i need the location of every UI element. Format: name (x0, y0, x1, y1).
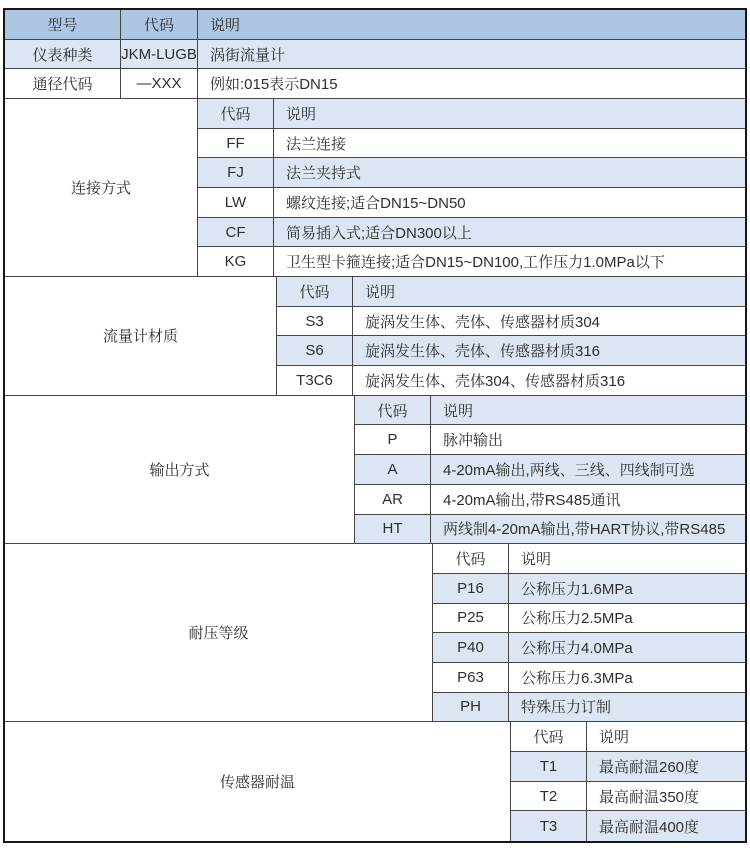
spec-table (3, 8, 747, 843)
table-row (355, 485, 745, 515)
header-cell-code: 代码 (121, 10, 198, 40)
row-label: 通径代码 (5, 69, 121, 99)
sub-header-code: 代码 (198, 99, 274, 129)
desc-cell: 最高耐温400度 (587, 811, 745, 841)
table-row (433, 633, 745, 663)
desc-cell: 脉冲输出 (431, 425, 745, 455)
row-label: 仪表种类 (5, 40, 121, 70)
table-row (198, 218, 745, 248)
code-cell: FF (198, 129, 274, 159)
code-cell: —XXX (121, 69, 198, 99)
row-diameter-code (5, 69, 745, 99)
table-row (277, 307, 745, 337)
table-header-row (5, 10, 745, 40)
section-sensor-temperature (5, 722, 745, 841)
sub-header-desc: 说明 (274, 99, 745, 129)
code-cell: A (355, 455, 431, 485)
header-cell-model: 型号 (5, 10, 121, 40)
section-label: 输出方式 (5, 396, 355, 544)
sub-header-desc: 说明 (509, 544, 745, 574)
code-cell: T3C6 (277, 366, 353, 396)
table-row (355, 515, 745, 545)
code-cell: CF (198, 218, 274, 248)
table-row (355, 455, 745, 485)
desc-cell: 两线制4-20mA输出,带HART协议,带RS485 (431, 515, 745, 545)
section-rows (511, 722, 745, 841)
desc-cell: 公称压力4.0MPa (509, 633, 745, 663)
code-cell: S6 (277, 336, 353, 366)
code-cell: T3 (511, 811, 587, 841)
code-cell: P16 (433, 574, 509, 604)
table-row (198, 129, 745, 159)
desc-cell: 旋涡发生体、壳体、传感器材质304 (353, 307, 745, 337)
table-row (277, 366, 745, 396)
table-row (355, 425, 745, 455)
sub-header-code: 代码 (277, 277, 353, 307)
desc-cell: 4-20mA输出,带RS485通讯 (431, 485, 745, 515)
code-cell: P25 (433, 604, 509, 634)
section-label: 流量计材质 (5, 277, 277, 396)
table-row (277, 336, 745, 366)
section-pressure-rating (5, 544, 745, 722)
desc-cell: 公称压力1.6MPa (509, 574, 745, 604)
desc-cell: 旋涡发生体、壳体、传感器材质316 (353, 336, 745, 366)
sub-header-code: 代码 (511, 722, 587, 752)
sub-header-code: 代码 (433, 544, 509, 574)
header-cell-desc: 说明 (198, 10, 745, 40)
code-cell: T1 (511, 752, 587, 782)
sub-header-desc: 说明 (353, 277, 745, 307)
desc-cell: 公称压力2.5MPa (509, 604, 745, 634)
code-cell: AR (355, 485, 431, 515)
code-cell: KG (198, 247, 274, 277)
code-cell: S3 (277, 307, 353, 337)
section-body-material (5, 277, 745, 396)
code-cell: P40 (433, 633, 509, 663)
desc-cell: 例如:015表示DN15 (198, 69, 745, 99)
code-cell: T2 (511, 782, 587, 812)
sub-header-desc: 说明 (431, 396, 745, 426)
code-cell: LW (198, 188, 274, 218)
table-row (511, 752, 745, 782)
desc-cell: 特殊压力订制 (509, 693, 745, 723)
code-cell: PH (433, 693, 509, 723)
table-row (433, 574, 745, 604)
section-label: 连接方式 (5, 99, 198, 277)
desc-cell: 法兰连接 (274, 129, 745, 159)
section-rows (277, 277, 745, 396)
desc-cell: 涡街流量计 (198, 40, 745, 70)
table-row (433, 663, 745, 693)
desc-cell: 4-20mA输出,两线、三线、四线制可选 (431, 455, 745, 485)
desc-cell: 最高耐温350度 (587, 782, 745, 812)
sub-header-desc: 说明 (587, 722, 745, 752)
code-cell: P63 (433, 663, 509, 693)
table-row (433, 693, 745, 723)
desc-cell: 旋涡发生体、壳体304、传感器材质316 (353, 366, 745, 396)
table-row (198, 247, 745, 277)
table-row (511, 811, 745, 841)
code-cell: HT (355, 515, 431, 545)
desc-cell: 公称压力6.3MPa (509, 663, 745, 693)
section-label: 传感器耐温 (5, 722, 511, 841)
desc-cell: 最高耐温260度 (587, 752, 745, 782)
desc-cell: 卫生型卡箍连接;适合DN15~DN100,工作压力1.0MPa以下 (274, 247, 745, 277)
desc-cell: 法兰夹持式 (274, 158, 745, 188)
table-row (198, 158, 745, 188)
section-rows (198, 99, 745, 277)
code-cell: JKM-LUGB (121, 40, 198, 70)
table-row (433, 604, 745, 634)
section-rows (355, 396, 745, 544)
code-cell: FJ (198, 158, 274, 188)
section-label: 耐压等级 (5, 544, 433, 722)
section-connection-type (5, 99, 745, 277)
table-row (511, 782, 745, 812)
table-row (198, 188, 745, 218)
section-rows (433, 544, 745, 722)
sub-header-code: 代码 (355, 396, 431, 426)
row-instrument-type (5, 40, 745, 70)
desc-cell: 螺纹连接;适合DN15~DN50 (274, 188, 745, 218)
section-output-mode (5, 396, 745, 544)
desc-cell: 简易插入式;适合DN300以上 (274, 218, 745, 248)
code-cell: P (355, 425, 431, 455)
